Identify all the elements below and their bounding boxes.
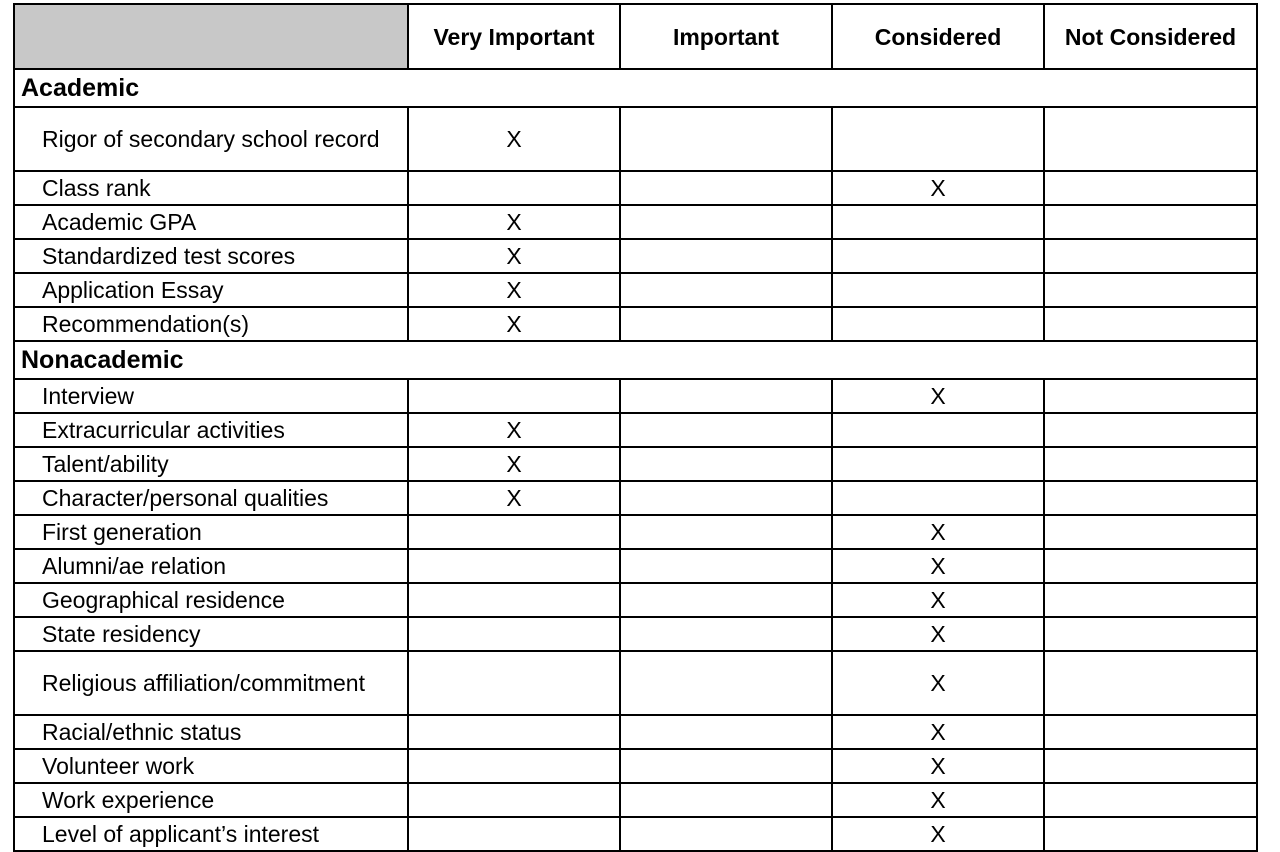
rating-cell-important bbox=[620, 715, 832, 749]
table-row bbox=[14, 273, 1257, 307]
rating-cell-not-considered bbox=[1044, 239, 1257, 273]
factor-label: Academic GPA bbox=[14, 205, 408, 239]
rating-cell-important bbox=[620, 171, 832, 205]
factor-label: Level of applicant’s interest bbox=[14, 817, 408, 851]
rating-cell-considered bbox=[832, 307, 1044, 341]
rating-cell-very-important bbox=[408, 617, 620, 651]
rating-cell-not-considered bbox=[1044, 515, 1257, 549]
rating-cell-not-considered bbox=[1044, 583, 1257, 617]
rating-cell-very-important bbox=[408, 583, 620, 617]
table-row bbox=[14, 447, 1257, 481]
rating-cell-very-important: X bbox=[408, 273, 620, 307]
table-row bbox=[14, 307, 1257, 341]
rating-cell-considered bbox=[832, 447, 1044, 481]
rating-cell-important bbox=[620, 413, 832, 447]
table-row bbox=[14, 413, 1257, 447]
rating-cell-considered: X bbox=[832, 749, 1044, 783]
rating-cell-very-important bbox=[408, 171, 620, 205]
factor-label: State residency bbox=[14, 617, 408, 651]
rating-cell-very-important: X bbox=[408, 447, 620, 481]
rating-cell-important bbox=[620, 817, 832, 851]
rating-cell-considered bbox=[832, 481, 1044, 515]
rating-cell-considered: X bbox=[832, 583, 1044, 617]
rating-cell-considered: X bbox=[832, 617, 1044, 651]
table-row bbox=[14, 651, 1257, 715]
rating-cell-very-important bbox=[408, 749, 620, 783]
factor-label: Racial/ethnic status bbox=[14, 715, 408, 749]
factor-label: Interview bbox=[14, 379, 408, 413]
factor-label: First generation bbox=[14, 515, 408, 549]
rating-cell-considered: X bbox=[832, 379, 1044, 413]
rating-cell-considered bbox=[832, 413, 1044, 447]
rating-cell-important bbox=[620, 205, 832, 239]
table-row bbox=[14, 205, 1257, 239]
factor-label: Application Essay bbox=[14, 273, 408, 307]
factor-label: Volunteer work bbox=[14, 749, 408, 783]
rating-cell-very-important: X bbox=[408, 205, 620, 239]
rating-cell-important bbox=[620, 617, 832, 651]
rating-cell-important bbox=[620, 749, 832, 783]
rating-cell-very-important bbox=[408, 379, 620, 413]
rating-cell-considered: X bbox=[832, 171, 1044, 205]
rating-cell-considered: X bbox=[832, 515, 1044, 549]
rating-cell-very-important bbox=[408, 515, 620, 549]
rating-cell-important bbox=[620, 515, 832, 549]
rating-cell-not-considered bbox=[1044, 413, 1257, 447]
rating-cell-not-considered bbox=[1044, 817, 1257, 851]
rating-cell-considered bbox=[832, 107, 1044, 171]
table-row bbox=[14, 583, 1257, 617]
table-row bbox=[14, 617, 1257, 651]
table-row bbox=[14, 749, 1257, 783]
table-row bbox=[14, 107, 1257, 171]
rating-cell-not-considered bbox=[1044, 651, 1257, 715]
rating-cell-important bbox=[620, 447, 832, 481]
rating-cell-considered: X bbox=[832, 817, 1044, 851]
factor-label: Religious affiliation/commitment bbox=[14, 651, 408, 715]
factor-label: Character/personal qualities bbox=[14, 481, 408, 515]
rating-cell-not-considered bbox=[1044, 307, 1257, 341]
rating-cell-not-considered bbox=[1044, 379, 1257, 413]
col-header-not-considered: Not Considered bbox=[1044, 4, 1257, 69]
col-header-important: Important bbox=[620, 4, 832, 69]
rating-cell-considered bbox=[832, 205, 1044, 239]
rating-cell-not-considered bbox=[1044, 107, 1257, 171]
rating-cell-very-important: X bbox=[408, 239, 620, 273]
rating-cell-not-considered bbox=[1044, 205, 1257, 239]
rating-cell-very-important: X bbox=[408, 481, 620, 515]
rating-cell-considered bbox=[832, 239, 1044, 273]
table-row bbox=[14, 515, 1257, 549]
section-title: Academic bbox=[14, 69, 1257, 107]
rating-cell-not-considered bbox=[1044, 617, 1257, 651]
rating-cell-important bbox=[620, 239, 832, 273]
section-row-academic bbox=[14, 69, 1257, 107]
rating-cell-not-considered bbox=[1044, 273, 1257, 307]
rating-cell-important bbox=[620, 379, 832, 413]
corner-cell bbox=[14, 4, 408, 69]
rating-cell-considered: X bbox=[832, 549, 1044, 583]
rating-cell-very-important bbox=[408, 651, 620, 715]
table-row bbox=[14, 239, 1257, 273]
rating-cell-very-important bbox=[408, 549, 620, 583]
rating-cell-very-important bbox=[408, 783, 620, 817]
rating-cell-important bbox=[620, 783, 832, 817]
factor-label: Standardized test scores bbox=[14, 239, 408, 273]
rating-cell-important bbox=[620, 583, 832, 617]
rating-cell-very-important bbox=[408, 715, 620, 749]
rating-cell-considered bbox=[832, 273, 1044, 307]
factor-label: Rigor of secondary school record bbox=[14, 107, 408, 171]
section-title: Nonacademic bbox=[14, 341, 1257, 379]
factor-label: Alumni/ae relation bbox=[14, 549, 408, 583]
rating-cell-important bbox=[620, 651, 832, 715]
factor-label: Extracurricular activities bbox=[14, 413, 408, 447]
table-row bbox=[14, 783, 1257, 817]
table-row bbox=[14, 171, 1257, 205]
rating-cell-not-considered bbox=[1044, 447, 1257, 481]
rating-cell-very-important: X bbox=[408, 307, 620, 341]
rating-cell-considered: X bbox=[832, 651, 1044, 715]
rating-cell-very-important: X bbox=[408, 413, 620, 447]
rating-cell-very-important bbox=[408, 817, 620, 851]
rating-cell-not-considered bbox=[1044, 549, 1257, 583]
rating-cell-not-considered bbox=[1044, 749, 1257, 783]
factor-label: Talent/ability bbox=[14, 447, 408, 481]
admission-factors-table bbox=[13, 3, 1258, 852]
rating-cell-important bbox=[620, 107, 832, 171]
rating-cell-important bbox=[620, 549, 832, 583]
rating-cell-considered: X bbox=[832, 715, 1044, 749]
table-row bbox=[14, 549, 1257, 583]
rating-cell-not-considered bbox=[1044, 783, 1257, 817]
table-body bbox=[14, 69, 1257, 851]
rating-cell-important bbox=[620, 481, 832, 515]
rating-cell-not-considered bbox=[1044, 715, 1257, 749]
table-row bbox=[14, 379, 1257, 413]
rating-cell-not-considered bbox=[1044, 481, 1257, 515]
col-header-very-important: Very Important bbox=[408, 4, 620, 69]
rating-cell-considered: X bbox=[832, 783, 1044, 817]
factor-label: Recommendation(s) bbox=[14, 307, 408, 341]
table-row bbox=[14, 481, 1257, 515]
factor-label: Work experience bbox=[14, 783, 408, 817]
table-row bbox=[14, 715, 1257, 749]
table-row bbox=[14, 817, 1257, 851]
section-row-nonacademic bbox=[14, 341, 1257, 379]
header-row bbox=[14, 4, 1257, 69]
factor-label: Class rank bbox=[14, 171, 408, 205]
rating-cell-important bbox=[620, 307, 832, 341]
rating-cell-not-considered bbox=[1044, 171, 1257, 205]
rating-cell-very-important: X bbox=[408, 107, 620, 171]
rating-cell-important bbox=[620, 273, 832, 307]
col-header-considered: Considered bbox=[832, 4, 1044, 69]
factor-label: Geographical residence bbox=[14, 583, 408, 617]
